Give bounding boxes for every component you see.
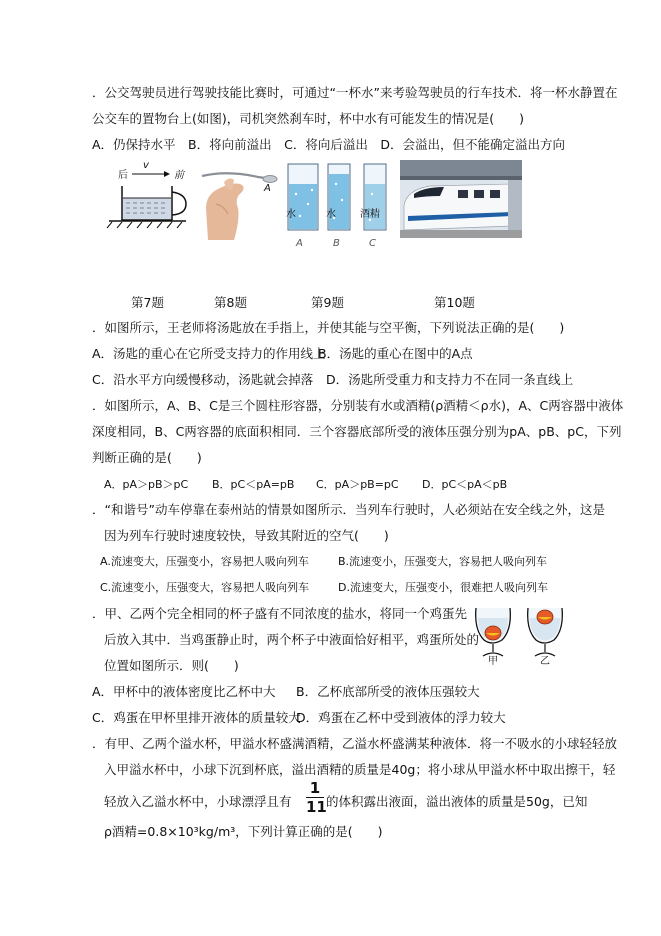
q12-line4: ρ酒精=0.8×10³kg/m³，下列计算正确的是( ): [104, 824, 383, 839]
velocity-label: v: [143, 160, 149, 171]
cylinder-c-liquid: 酒精: [360, 209, 380, 220]
q11-option-d: D．鸡蛋在乙杯中受到液体的浮力较大: [296, 710, 506, 725]
q11-line1: ．甲、乙两个完全相同的杯子盛有不同浓度的盐水，将同一个鸡蛋先: [92, 606, 468, 621]
cylinder-b-liquid: 水: [326, 209, 336, 220]
q10-option-b: B.流速变小，压强变大，容易把人吸向列车: [338, 555, 548, 568]
cup-back-label: 后: [118, 170, 128, 181]
q10-line2: 因为列车行驶时速度较快，导致其附近的空气( ): [104, 528, 389, 543]
q11-option-b: B．乙杯底部所受的液体压强较大: [296, 684, 480, 699]
q12-line2: 入甲溢水杯中，小球下沉到杯底，溢出酒精的质量是40g；将小球从甲溢水杯中取出擦干，轻: [104, 762, 616, 777]
q12-line3-end: 的体积露出液面，溢出液体的质量是50g，已知: [326, 794, 588, 809]
q10-option-d: D.流速变大，压强变小，很难把人吸向列车: [338, 581, 548, 594]
q11-option-a: A．甲杯中的液体密度比乙杯中大: [92, 684, 276, 699]
q8-option-c: C．沿水平方向缓慢移动，汤匙就会掉落: [92, 372, 314, 387]
caption-q8: 第8题: [214, 295, 247, 310]
q11-option-c: C．鸡蛋在甲杯里排开液体的质量较大: [92, 710, 301, 725]
q8-line1: ．如图所示，王老师将汤匙放在手指上，并使其能与空平衡，下列说法正确的是( ): [92, 320, 565, 335]
spoon-point-a: A: [264, 183, 271, 194]
q11-line3: 位置如图所示．则( ): [104, 658, 239, 673]
hand-spoon-figure: [198, 164, 278, 240]
q7-line2: 公交车的置物台上(如图)，司机突然刹车时，杯中水有可能发生的情况是( ): [92, 111, 525, 126]
cylinder-b-label: B: [333, 238, 340, 249]
cylinder-a-liquid: 水: [286, 209, 296, 220]
cylinders-figure: [284, 160, 396, 234]
train-photo: [400, 160, 522, 238]
q8-option-b: B．汤匙的重心在图中的A点: [318, 346, 473, 361]
q10-line1: ．“和谐号”动车停靠在泰州站的情景如图所示．当列车行驶时，人必须站在安全线之外，这是: [92, 502, 605, 517]
caption-q7: 第7题: [131, 295, 164, 310]
q10-option-c: C.流速变小，压强变大，容易把人吸向列车: [100, 581, 310, 594]
q9-option-b: B．pC＜pA=pB: [212, 478, 295, 491]
cup-yi-label: 乙: [540, 656, 550, 667]
q8-option-a: A．汤匙的重心在它所受支持力的作用线上: [92, 346, 326, 361]
caption-q10: 第10题: [434, 295, 475, 310]
cup-jia-label: 甲: [488, 656, 498, 667]
cylinder-a-label: A: [296, 238, 303, 249]
q8-option-d: D．汤匙所受重力和支持力不在同一条直线上: [326, 372, 574, 387]
q12-line3-start: 轻放入乙溢水杯中，小球漂浮且有: [104, 794, 292, 809]
q12-line1: ．有甲、乙两个溢水杯，甲溢水杯盛满酒精，乙溢水杯盛满某种液体．将一不吸水的小球轻轻放: [92, 736, 618, 751]
q7-line1: ．公交驾驶员进行驾驶技能比赛时，可通过“一杯水”来考验驾驶员的行车技术．将一杯水静置在: [92, 85, 618, 100]
cylinder-c-label: C: [369, 238, 376, 249]
q9-option-d: D．pC＜pA＜pB: [422, 478, 508, 491]
caption-q9: 第9题: [311, 295, 344, 310]
q12-fraction: [306, 779, 327, 816]
cup-front-label: 前: [174, 170, 184, 181]
q7-options: A．仍保持水平 B．将向前溢出 C．将向后溢出 D．会溢出，但不能确定溢出方向: [92, 137, 565, 152]
q10-option-a: A.流速变大，压强变小，容易把人吸向列车: [100, 555, 309, 568]
fraction-numerator: 1: [309, 779, 321, 797]
q9-line2: 深度相同，B、C两容器的底面积相同．三个容器底部所受的液体压强分别为pA、pB、pC，下列: [92, 424, 622, 439]
q9-option-c: C．pA＞pB=pC: [316, 478, 399, 491]
q11-line2: 后放入其中．当鸡蛋静止时，两个杯子中液面恰好相平，鸡蛋所处的: [104, 632, 480, 647]
egg-cups-figure: [470, 600, 580, 664]
fraction-denominator: 11: [306, 798, 327, 816]
q9-option-a: A．pA＞pB＞pC: [104, 478, 189, 491]
q9-line1: ．如图所示，A、B、C是三个圆柱形容器，分别装有水或酒精(ρ酒精＜ρ水)，A、C两容器中液体: [92, 398, 624, 413]
q9-line3: 判断正确的是( ): [92, 450, 202, 465]
